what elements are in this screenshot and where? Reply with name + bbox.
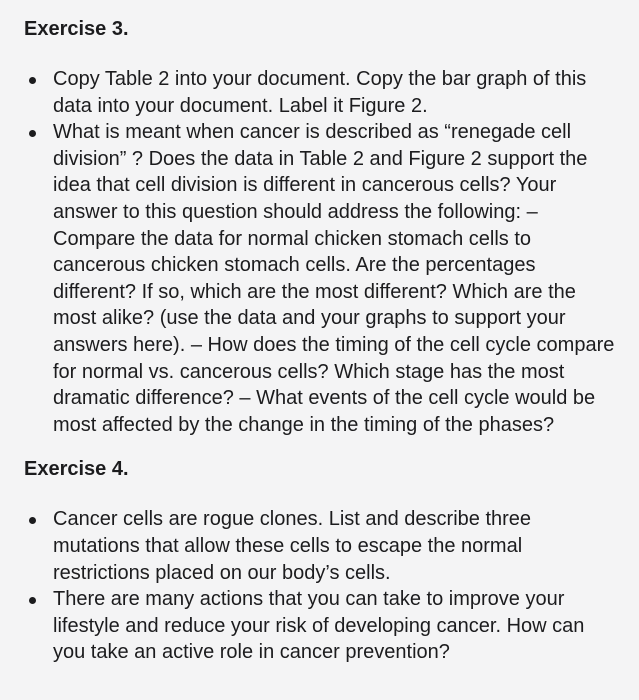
exercise-4-item-2 — [24, 586, 619, 666]
bullet-icon — [29, 597, 36, 604]
exercise-4-item-1-text: Cancer cells are rogue clones. List and describe three mutations that allow these cells to escape the normal restrictions placed on our body’s cells. — [53, 508, 532, 584]
exercise-3-item-1-text: Copy Table 2 into your document. Copy the bar graph of this data into your document. Label it Figure 2. — [53, 68, 587, 117]
exercise-4-list — [24, 506, 619, 666]
exercise-3-item-2 — [24, 119, 619, 438]
exercise-4-heading: Exercise 4. — [24, 458, 129, 481]
exercise-4-item-2-text: There are many actions that you can take to improve your lifestyle and reduce your risk of developing cancer. How can you take an active role in cancer prevention? — [53, 588, 585, 664]
bullet-icon — [29, 77, 36, 84]
exercise-3-item-2-text: What is meant when cancer is described as “renegade cell division” ? Does the data in Table 2 and Figure 2 support the idea that cell division is different in cancerous cells? Your answer to this question should address the following: – Compare the data for normal chicken stomach cells to cancerous chicken stomach cells. Are the percentages different? If so, which are the most different? Which are the most alike? (use the data and your graphs to support your answers here). – How does the timing of the cell cycle compare for normal vs. cancerous cells? Which stage has the most dramatic difference? – What events of the cell cycle would be most affected by the change in the timing of the phases? — [53, 121, 615, 436]
bullet-icon — [29, 130, 36, 137]
bullet-icon — [29, 517, 36, 524]
exercise-3-heading: Exercise 3. — [24, 18, 129, 40]
exercise-3-list — [24, 66, 619, 438]
exercise-4-item-1 — [24, 506, 619, 586]
exercise-3-item-1 — [24, 66, 619, 119]
